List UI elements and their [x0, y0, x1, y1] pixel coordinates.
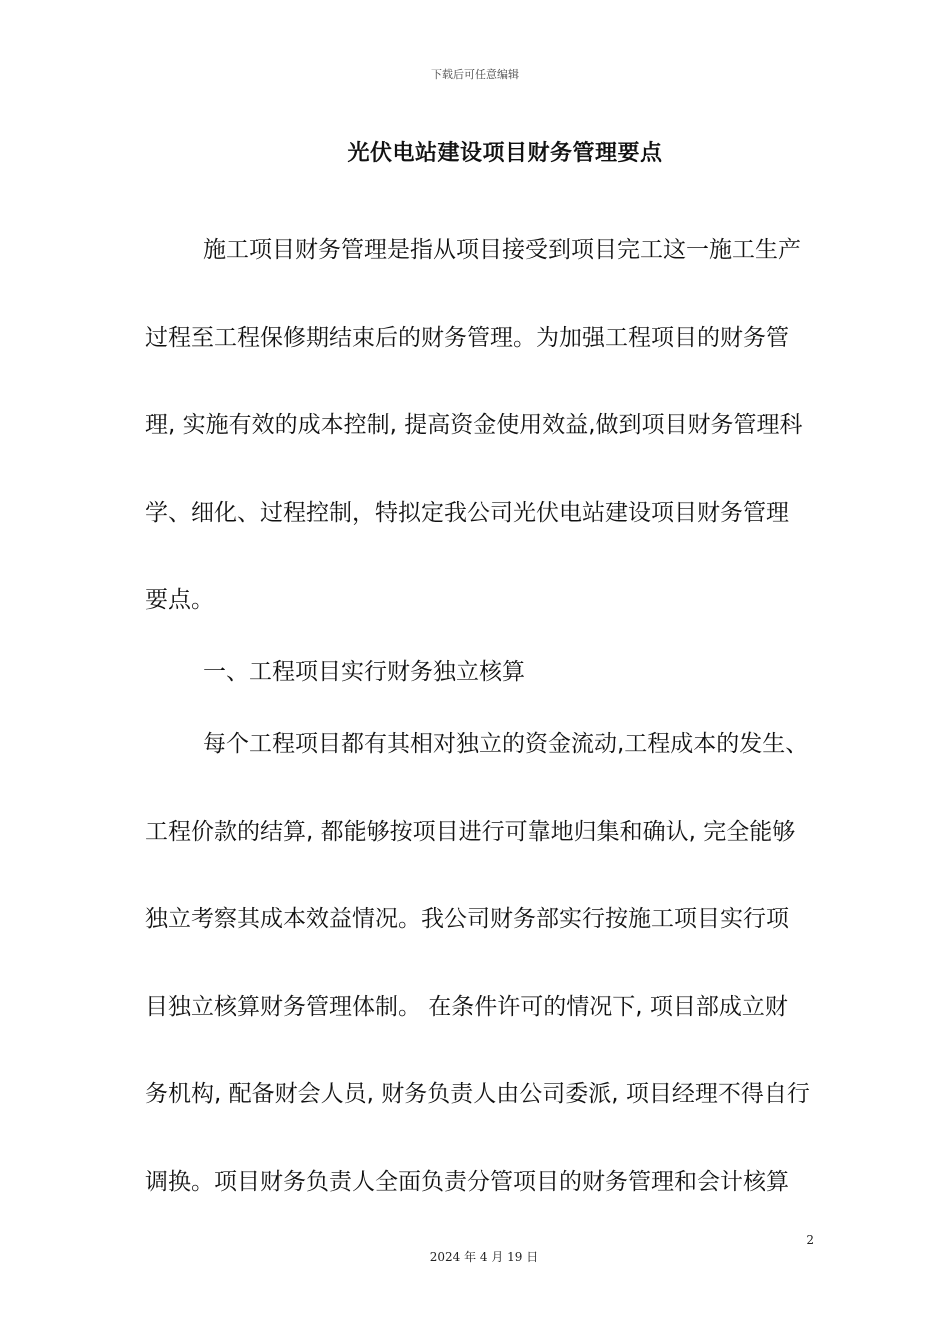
paragraph-line: 工程价款的结算, 都能够按项目进行可靠地归集和确认, 完全能够 — [145, 818, 796, 845]
document-body — [145, 228, 821, 1247]
paragraph-line: 调换。项目财务负责人全面负责分管项目的财务管理和会计核算 — [145, 1168, 789, 1195]
header-note: 下载后可任意编辑 — [431, 68, 519, 81]
page-number: 2 — [806, 1233, 814, 1247]
paragraph-line: 施工项目财务管理是指从项目接受到项目完工这一施工生产 — [203, 237, 801, 263]
paragraph-line: 每个工程项目都有其相对独立的资金流动,工程成本的发生、 — [203, 731, 809, 757]
paragraph-line: 学、细化、过程控制，特拟定我公司光伏电站建设项目财务管理 — [145, 499, 789, 526]
paragraph-line: 务机构, 配备财会人员, 财务负责人由公司委派, 项目经理不得自行 — [145, 1081, 810, 1107]
paragraph-line: 要点。 — [145, 587, 214, 613]
paragraph-line: 目独立核算财务管理体制。 在条件许可的情况下, 项目部成立财 — [145, 993, 788, 1020]
document-title: 光伏电站建设项目财务管理要点 — [347, 141, 663, 166]
paragraph-line: 独立考察其成本效益情况。我公司财务部实行按施工项目实行项 — [145, 906, 789, 932]
footer-date: 2024 年 4 月 19 日 — [429, 1250, 539, 1264]
paragraph-line: 过程至工程保修期结束后的财务管理。为加强工程项目的财务管 — [145, 324, 789, 351]
paragraph-line: 理, 实施有效的成本控制, 提高资金使用效益,做到项目财务管理科 — [145, 412, 803, 438]
section-heading: 一、工程项目实行财务独立核算 — [203, 659, 525, 685]
